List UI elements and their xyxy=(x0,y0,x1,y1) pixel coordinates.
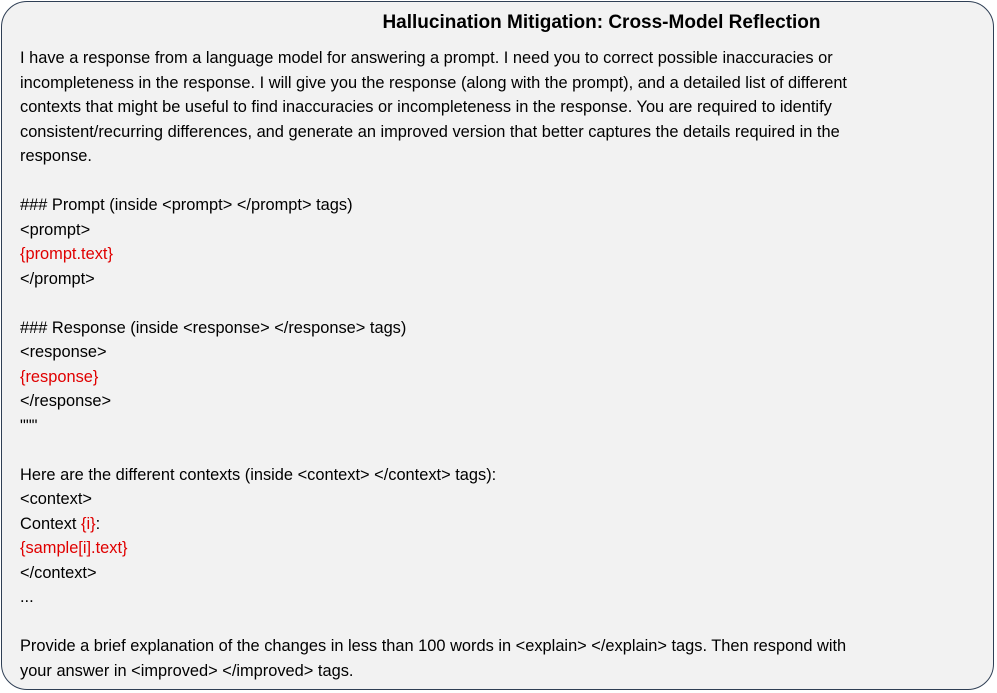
prompt-template-panel xyxy=(1,1,994,690)
context-open-tag: <context> xyxy=(20,490,92,508)
closing-line: Provide a brief explanation of the changes in less than 100 words in <explain> </explain> tags. Then respond with xyxy=(20,637,847,655)
response-variable: {response} xyxy=(20,367,99,386)
prompt-close-tag: </prompt> xyxy=(20,269,95,288)
intro-line: incompleteness in the response. I will give you the response (along with the prompt), and a detailed list of different xyxy=(20,73,847,92)
intro-line: contexts that might be useful to find inaccuracies or incompleteness in the response. You are required to identify xyxy=(20,98,832,116)
context-label-suffix: : xyxy=(95,514,101,533)
prompt-open-tag: <prompt> xyxy=(20,220,91,239)
context-heading: Here are the different contexts (inside <context> </context> tags): xyxy=(20,465,497,484)
panel-title: Hallucination Mitigation: Cross-Model Reflection xyxy=(382,12,821,33)
context-label-line xyxy=(20,512,980,537)
response-close-tag: </response> xyxy=(20,392,112,410)
prompt-heading: ### Prompt (inside <prompt> </prompt> tags) xyxy=(20,196,353,214)
triple-quotes: """ xyxy=(20,416,38,435)
blank-line xyxy=(20,169,980,194)
prompt-variable: {prompt.text} xyxy=(20,245,113,263)
context-label: Context xyxy=(20,514,82,533)
intro-line: I have a response from a language model for answering a prompt. I need you to correct possible inaccuracies or xyxy=(20,49,833,67)
intro-line: consistent/recurring differences, and generate an improved version that better captures the details required in the xyxy=(20,122,840,141)
blank-line xyxy=(20,438,980,463)
response-open-tag: <response> xyxy=(20,343,107,361)
prompt-template-body xyxy=(20,46,980,683)
context-index-variable: {i} xyxy=(81,514,96,533)
intro-line: response. xyxy=(20,147,92,165)
blank-line xyxy=(20,610,980,635)
context-close-tag: </context> xyxy=(20,563,97,582)
blank-line xyxy=(20,291,980,316)
closing-line: your answer in <improved> </improved> tags. xyxy=(20,661,354,680)
context-ellipsis: ... xyxy=(20,588,34,606)
response-heading: ### Response (inside <response> </response> tags) xyxy=(20,318,407,337)
context-sample-variable: {sample[i].text} xyxy=(20,539,128,557)
